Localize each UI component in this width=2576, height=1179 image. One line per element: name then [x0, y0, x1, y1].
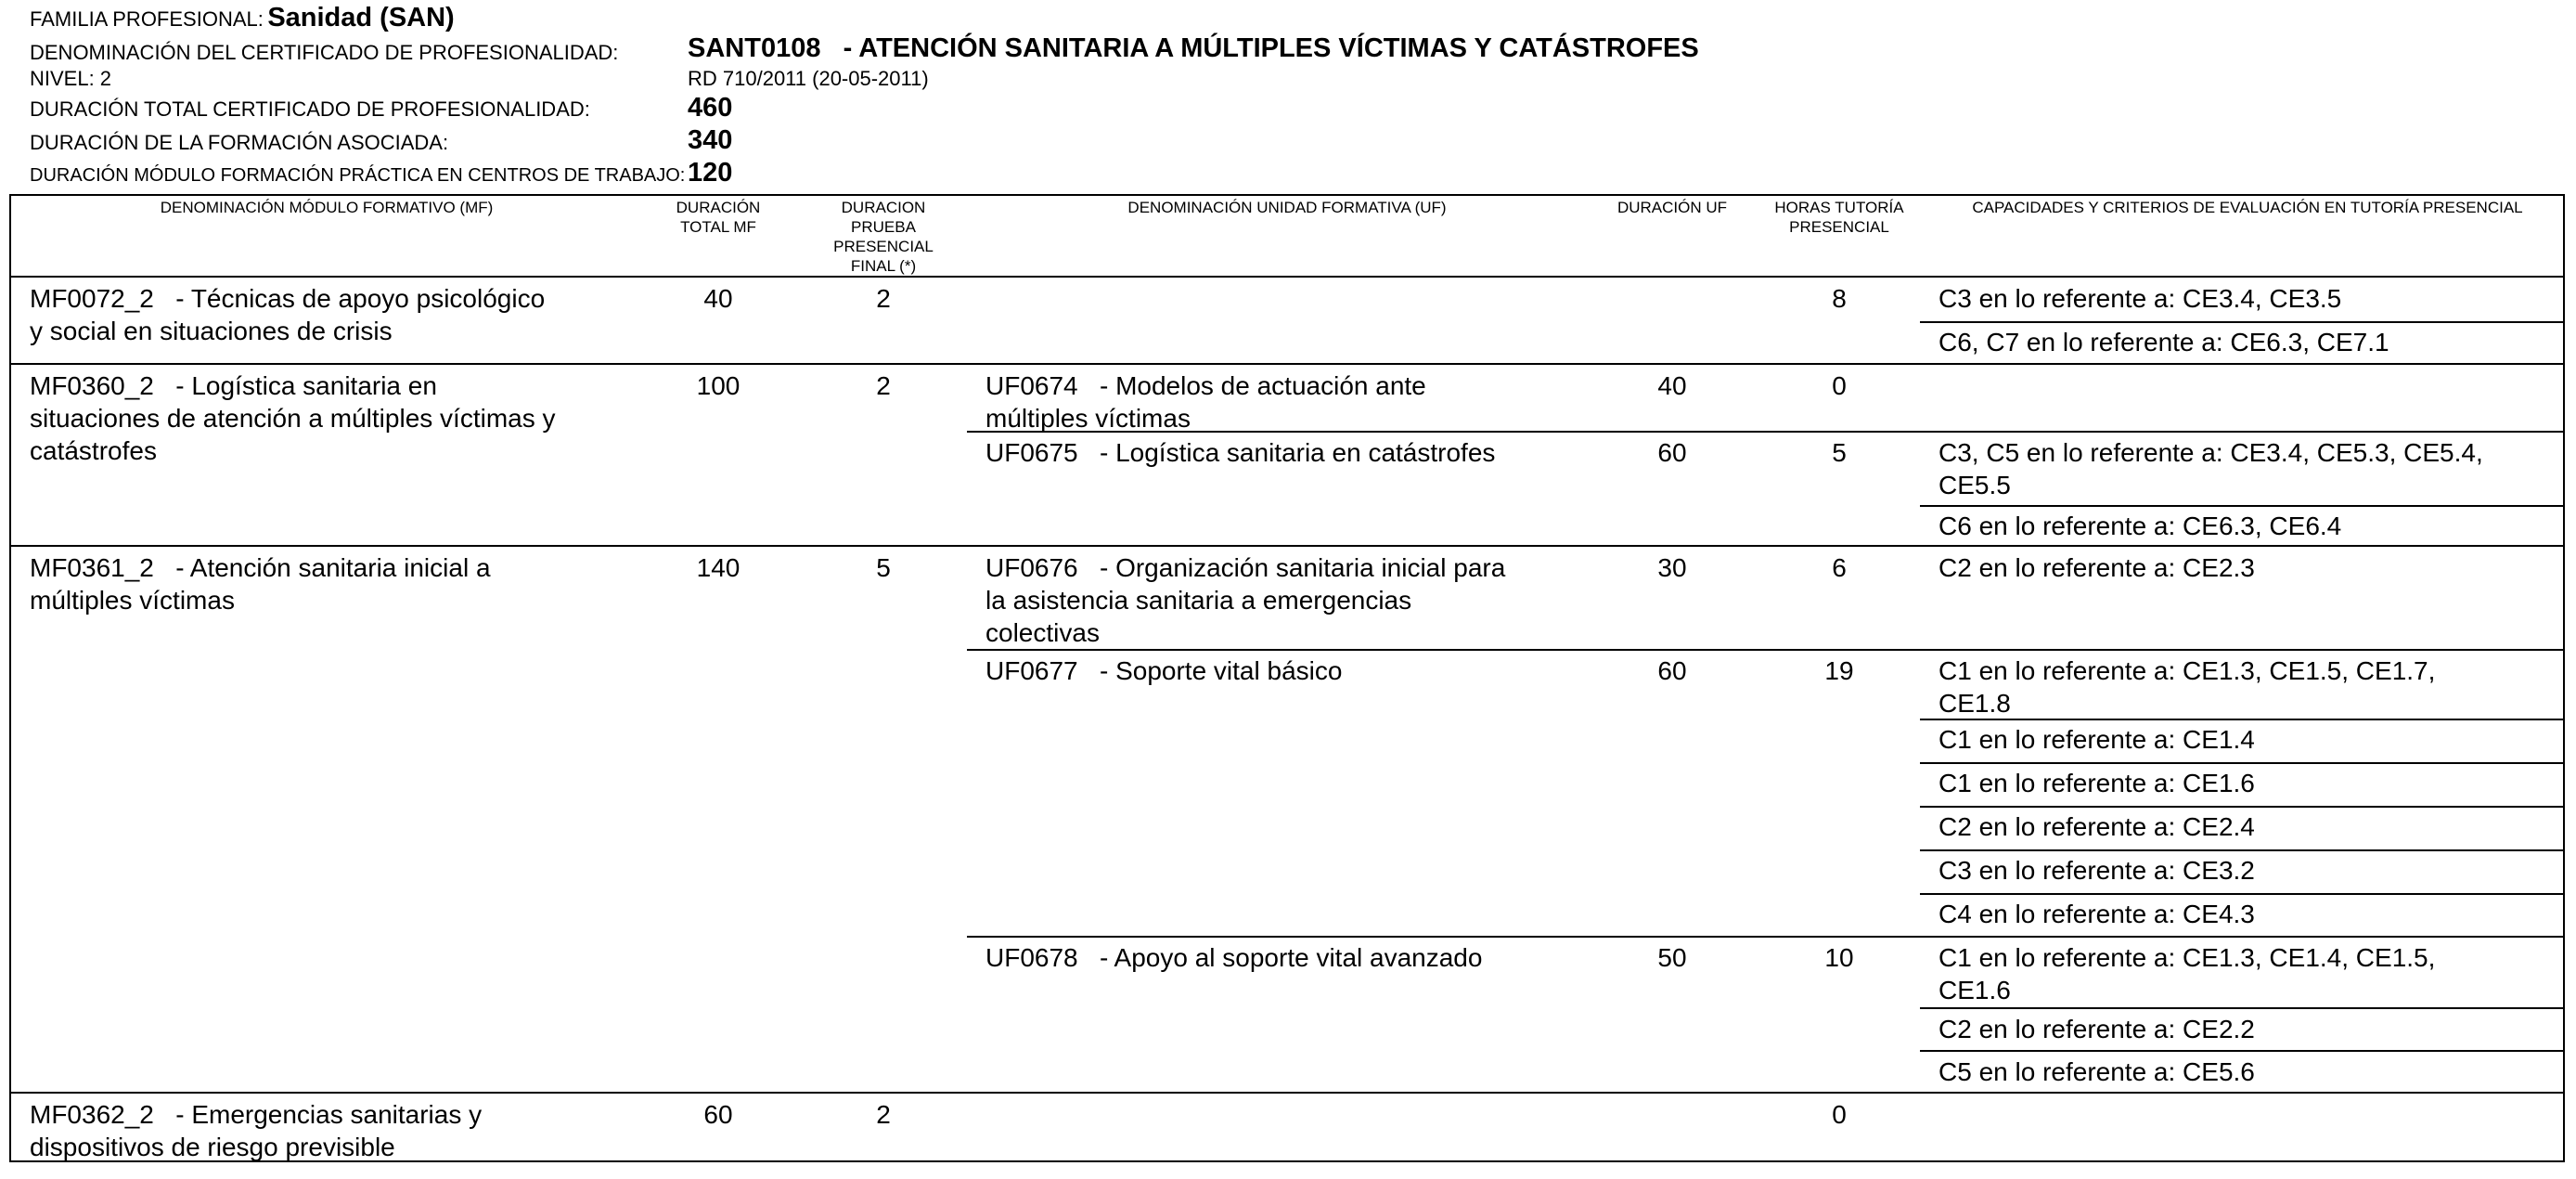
module-mf0361-name: [30, 551, 661, 616]
unit-horas: 19: [1824, 656, 1854, 685]
unit-code: UF0674: [985, 371, 1078, 400]
duracion-formacion-value: 340: [688, 125, 733, 155]
unit-title-line: - Soporte vital básico: [1099, 656, 1343, 685]
unit-code: UF0677: [985, 656, 1078, 685]
criteria-item: C6, C7 en lo referente a: CE6.3, CE7.1: [1938, 328, 2389, 356]
module-prueba: 5: [876, 553, 891, 582]
criteria-item: C2 en lo referente a: CE2.2: [1938, 1015, 2255, 1043]
duracion-practica-label: DURACIÓN MÓDULO FORMACIÓN PRÁCTICA EN CENTROS DE TRABAJO:: [30, 165, 686, 186]
criteria-item: C3 en lo referente a: CE3.4, CE3.5: [1938, 284, 2342, 313]
col-header-capacidades: CAPACIDADES Y CRITERIOS DE EVALUACIÓN EN TUTORÍA PRESENCIAL: [1972, 199, 2523, 216]
cell-divider: [967, 936, 2563, 938]
cell-divider: [1920, 806, 2563, 808]
unit-uf0674-name: [985, 369, 1607, 434]
criteria-line: CE1.6: [1938, 976, 2011, 1004]
cell-divider: [1920, 1007, 2563, 1009]
module-duration: 60: [703, 1100, 733, 1129]
module-title-line: situaciones de atención a múltiples víctimas y: [30, 404, 556, 433]
col-header-dur-mf: DURACIÓN TOTAL MF: [676, 199, 761, 236]
certificado-name: - ATENCIÓN SANITARIA A MÚLTIPLES VÍCTIMAS Y CATÁSTROFES: [843, 33, 1699, 63]
module-prueba: 2: [876, 284, 891, 313]
criteria-item: [1938, 436, 2560, 501]
module-duration: 100: [696, 371, 741, 400]
col-header-horas: HORAS TUTORÍA PRESENCIAL: [1774, 199, 1904, 236]
criteria-item: C1 en lo referente a: CE1.4: [1938, 725, 2255, 754]
unit-uf0675-name: [985, 436, 1607, 469]
criteria-line: C1 en lo referente a: CE1.3, CE1.5, CE1.7,: [1938, 656, 2436, 685]
duracion-total-value: 460: [688, 93, 733, 123]
unit-duration: 30: [1657, 553, 1687, 582]
duracion-formacion-label: DURACIÓN DE LA FORMACIÓN ASOCIADA:: [30, 131, 449, 154]
familia-label: FAMILIA PROFESIONAL:: [30, 7, 264, 31]
modules-table: [9, 194, 2565, 1162]
module-prueba: 2: [876, 1100, 891, 1129]
criteria-item: [1938, 654, 2560, 719]
unit-title-line: - Organización sanitaria inicial para: [1099, 553, 1506, 582]
module-title-line: - Logística sanitaria en: [175, 371, 437, 400]
unit-title-line: la asistencia sanitaria a emergencias: [985, 586, 1412, 615]
module-code: MF0360_2: [30, 371, 154, 400]
cell-divider: [1920, 505, 2563, 507]
cell-divider: [1920, 1050, 2563, 1052]
unit-title-line: - Logística sanitaria en catástrofes: [1099, 438, 1496, 467]
unit-uf0678-name: [985, 941, 1607, 974]
module-title-line: - Atención sanitaria inicial a: [175, 553, 491, 582]
criteria-line: CE5.5: [1938, 471, 2011, 499]
row-divider: [11, 545, 2563, 547]
col-header-uf: DENOMINACIÓN UNIDAD FORMATIVA (UF): [1127, 199, 1447, 216]
unit-horas: 6: [1832, 553, 1847, 582]
criteria-item: C6 en lo referente a: CE6.3, CE6.4: [1938, 512, 2342, 540]
criteria-item: C3 en lo referente a: CE3.2: [1938, 856, 2255, 885]
row-divider: [11, 1092, 2563, 1094]
module-title-line: - Técnicas de apoyo psicológico: [175, 284, 546, 313]
unit-code: UF0675: [985, 438, 1078, 467]
unit-duration: 60: [1657, 438, 1687, 467]
unit-horas: 0: [1832, 371, 1847, 400]
module-duration: 40: [703, 284, 733, 313]
unit-horas: 5: [1832, 438, 1847, 467]
col-header-dur-uf: DURACIÓN UF: [1616, 199, 1728, 216]
denominacion-label: DENOMINACIÓN DEL CERTIFICADO DE PROFESIONALIDAD:: [30, 41, 619, 64]
criteria-item: C2 en lo referente a: CE2.3: [1938, 553, 2255, 582]
duracion-practica-value: 120: [688, 158, 733, 188]
unit-duration: 60: [1657, 656, 1687, 685]
unit-duration: 40: [1657, 371, 1687, 400]
module-title-line: - Emergencias sanitarias y: [175, 1100, 483, 1129]
module-code: MF0362_2: [30, 1100, 154, 1129]
criteria-item: C4 en lo referente a: CE4.3: [1938, 900, 2255, 928]
familia-row: [30, 3, 455, 33]
criteria-item: C5 en lo referente a: CE5.6: [1938, 1057, 2255, 1086]
module-mf0360-name: [30, 369, 661, 467]
col-header-prueba: DURACION PRUEBA PRESENCIAL FINAL (*): [833, 199, 934, 275]
module-horas: 0: [1832, 1100, 1847, 1129]
module-title-line: catástrofes: [30, 436, 157, 465]
module-duration: 140: [696, 553, 741, 582]
familia-value: Sanidad (SAN): [267, 3, 455, 32]
unit-code: UF0678: [985, 943, 1078, 972]
cell-divider: [1920, 893, 2563, 895]
cell-divider: [1920, 849, 2563, 851]
nivel-label: NIVEL: 2: [30, 67, 112, 90]
unit-horas: 10: [1824, 943, 1854, 972]
certificado-title: [688, 33, 1699, 64]
criteria-item: C2 en lo referente a: CE2.4: [1938, 812, 2255, 841]
row-divider: [11, 363, 2563, 365]
row-divider: [11, 276, 2563, 278]
criteria-item: C1 en lo referente a: CE1.6: [1938, 769, 2255, 797]
unit-duration: 50: [1657, 943, 1687, 972]
unit-title-line: - Modelos de actuación ante: [1099, 371, 1426, 400]
module-mf0362-name: [30, 1098, 661, 1163]
cell-divider: [967, 649, 2563, 651]
module-title-line: múltiples víctimas: [30, 586, 235, 615]
certificado-code: SANT0108: [688, 33, 821, 63]
rd-reference: RD 710/2011 (20-05-2011): [688, 67, 929, 90]
criteria-item: [1938, 941, 2560, 1006]
col-header-mf: DENOMINACIÓN MÓDULO FORMATIVO (MF): [160, 199, 494, 216]
duracion-total-label: DURACIÓN TOTAL CERTIFICADO DE PROFESIONALIDAD:: [30, 97, 590, 121]
module-code: MF0361_2: [30, 553, 154, 582]
module-mf0072-name: [30, 282, 661, 347]
module-code: MF0072_2: [30, 284, 154, 313]
cell-divider: [1920, 762, 2563, 764]
module-title-line: dispositivos de riesgo previsible: [30, 1133, 395, 1161]
module-horas: 8: [1832, 284, 1847, 313]
unit-title-line: - Apoyo al soporte vital avanzado: [1099, 943, 1483, 972]
unit-uf0676-name: [985, 551, 1607, 649]
criteria-line: CE1.8: [1938, 689, 2011, 718]
criteria-line: C3, C5 en lo referente a: CE3.4, CE5.3, CE5.4,: [1938, 438, 2483, 467]
cell-divider: [1920, 321, 2563, 323]
module-title-line: y social en situaciones de crisis: [30, 317, 393, 345]
unit-title-line: múltiples víctimas: [985, 404, 1191, 433]
criteria-line: C1 en lo referente a: CE1.3, CE1.4, CE1.5,: [1938, 943, 2436, 972]
unit-title-line: colectivas: [985, 618, 1100, 647]
module-prueba: 2: [876, 371, 891, 400]
unit-uf0677-name: [985, 654, 1607, 687]
unit-code: UF0676: [985, 553, 1078, 582]
